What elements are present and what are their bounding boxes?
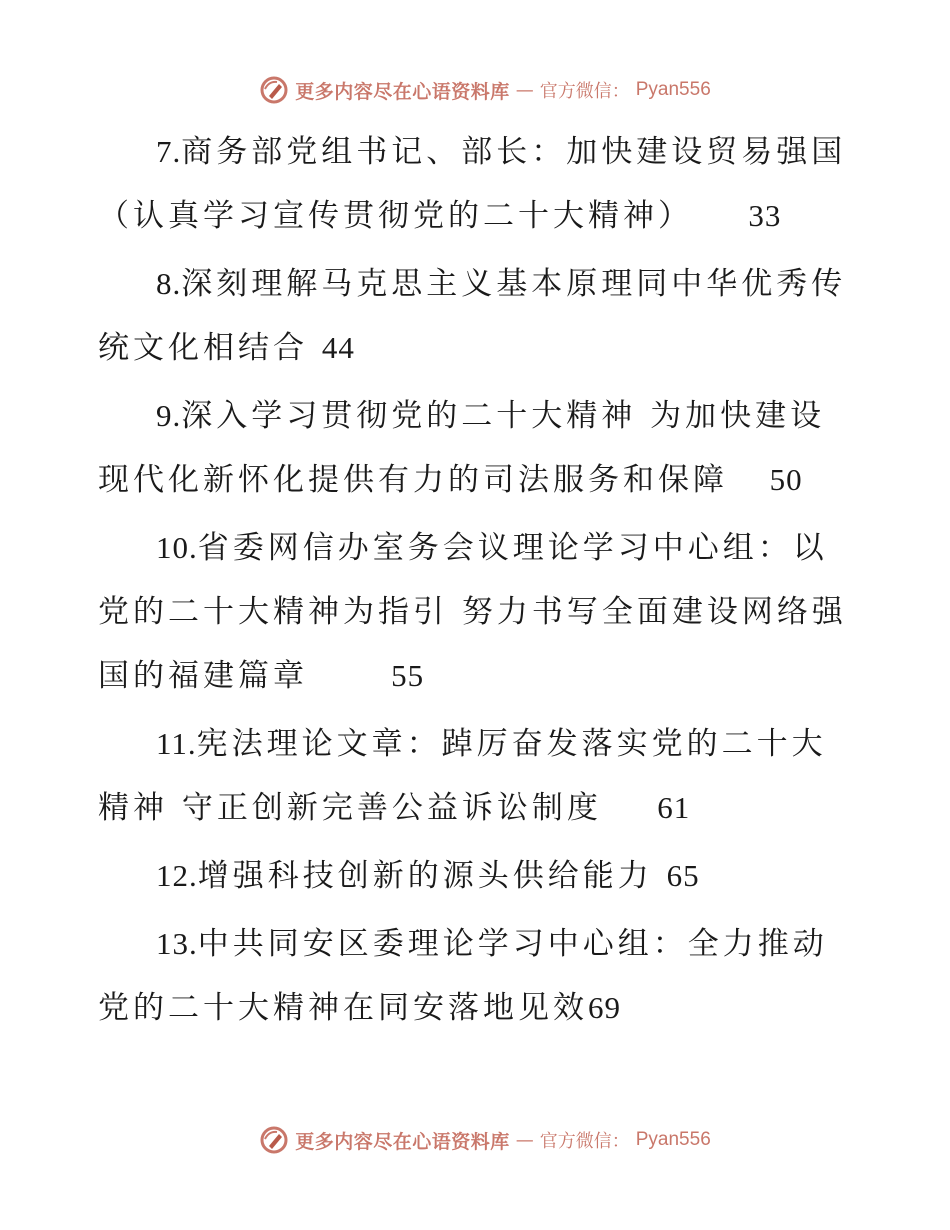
- toc-entry-number: 9.: [156, 398, 182, 433]
- toc-entry-title: 宪法理论文章：踔厉奋发落实党的二十大精神 守正创新完善公益诉讼制度: [98, 726, 827, 826]
- toc-entry-title: 省委网信办室务会议理论学习中心组：以党的二十大精神为指引 努力书写全面建设网络强国的福建篇章: [98, 530, 847, 694]
- toc-entry-gap: [653, 858, 667, 894]
- toc-entry-8[interactable]: [98, 252, 858, 380]
- toc-entry-gap: [602, 790, 657, 826]
- watermark-wechat-id: Pyan556: [635, 79, 711, 100]
- watermark-dash: —: [515, 79, 534, 101]
- toc-entry-page: 33: [748, 198, 782, 233]
- toc-entry-gap: [728, 462, 770, 498]
- toc-entry-page: 44: [321, 330, 355, 365]
- toc-entry-number: 13.: [156, 926, 198, 961]
- pen-nib-seal-icon: [259, 1125, 289, 1155]
- toc-entry-gap: [693, 198, 748, 234]
- watermark-text: 更多内容尽在心语资料库: [295, 1130, 510, 1153]
- toc-entry-title: 中共同安区委理论学习中心组：全力推动党的二十大精神在同安落地见效: [98, 926, 828, 1026]
- toc-entry-page: 50: [769, 462, 803, 497]
- toc-entry-page: 69: [588, 990, 621, 1025]
- footer-watermark: [0, 1120, 950, 1160]
- toc-entry-9[interactable]: [98, 384, 858, 512]
- toc-entry-number: 12.: [156, 858, 198, 893]
- header-watermark: [0, 70, 950, 110]
- pen-nib-seal-icon: [259, 75, 289, 105]
- watermark-dash: —: [515, 1129, 534, 1151]
- watermark-label: 官方微信：: [539, 1131, 630, 1152]
- toc-entry-10[interactable]: [98, 516, 858, 708]
- watermark-label: 官方微信：: [539, 81, 630, 102]
- table-of-contents: [98, 120, 858, 1044]
- toc-entry-7[interactable]: [98, 120, 858, 248]
- toc-entry-title: 增强科技创新的源头供给能力: [197, 858, 653, 894]
- toc-entry-title: 深入学习贯彻党的二十大精神 为加快建设现代化新怀化提供有力的司法服务和保障: [98, 398, 826, 498]
- toc-entry-number: 11.: [156, 726, 197, 761]
- toc-entry-number: 10.: [156, 530, 198, 565]
- watermark-content: [259, 1125, 711, 1155]
- toc-entry-title: 深刻理解马克思主义基本原理同中华优秀传统文化相结合: [98, 266, 847, 366]
- toc-entry-gap: [308, 658, 391, 694]
- toc-entry-title: 商务部党组书记、部长：加快建设贸易强国（认真学习宣传贯彻党的二十大精神）: [98, 134, 847, 234]
- toc-entry-11[interactable]: [98, 712, 858, 840]
- watermark-content: [259, 75, 711, 105]
- toc-entry-number: 7.: [156, 134, 182, 169]
- toc-entry-13[interactable]: [98, 912, 858, 1040]
- toc-entry-page: 55: [391, 658, 425, 693]
- toc-entry-number: 8.: [156, 266, 182, 301]
- watermark-text: 更多内容尽在心语资料库: [295, 80, 510, 103]
- toc-entry-gap: [308, 330, 322, 366]
- toc-entry-page: 61: [657, 790, 691, 825]
- toc-entry-12[interactable]: [98, 844, 858, 908]
- watermark-wechat-id: Pyan556: [635, 1129, 711, 1150]
- toc-entry-page: 65: [666, 858, 700, 893]
